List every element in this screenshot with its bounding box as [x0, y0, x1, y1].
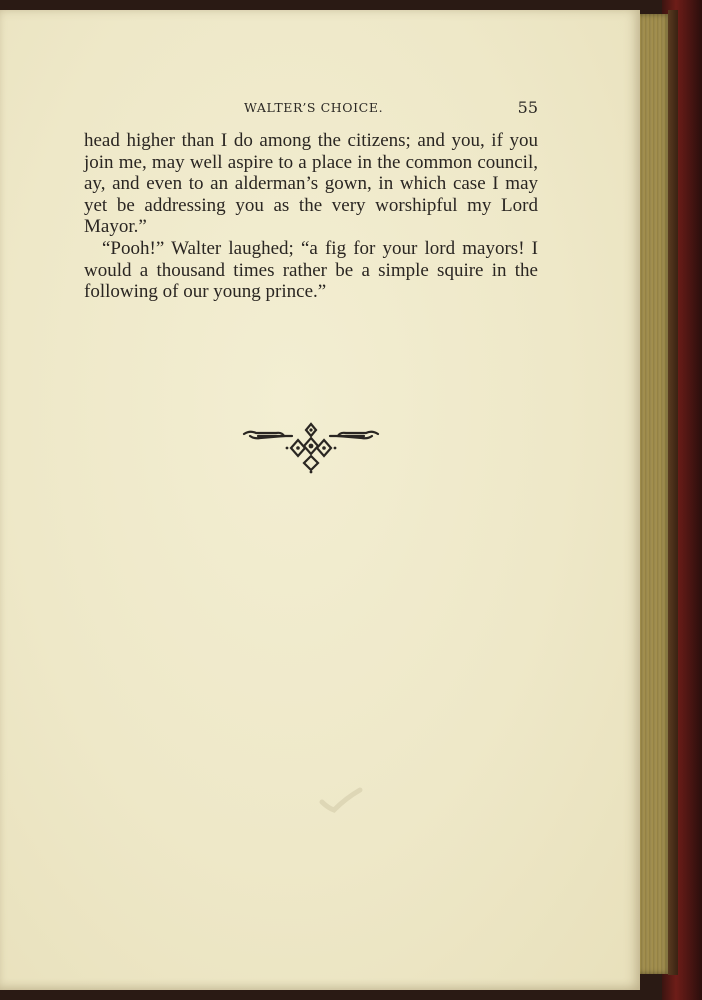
- pencil-check-mark: [318, 786, 364, 814]
- running-head: [84, 98, 540, 120]
- body-text: [84, 130, 538, 303]
- paragraph-dialogue: “Pooh!” Walter laughed; “a fig for your lord mayors! I would a thousand times rather be a simple squire in the following of our young prince.”: [84, 237, 538, 303]
- running-title: WALTER’S CHOICE.: [244, 100, 384, 115]
- fleuron-tailpiece-icon: [240, 420, 382, 474]
- gilt-page-edges: [636, 14, 668, 974]
- paragraph-continued: head higher than I do among the citizens; and you, if you join me, may well aspire to a place in the common council, ay, and even to an alderman’s gown, in which case I may yet be addressing you as the very worshipful my Lord Mayor.”: [84, 130, 538, 238]
- page-stack-shadow: [668, 10, 678, 975]
- page-number: 55: [517, 98, 538, 117]
